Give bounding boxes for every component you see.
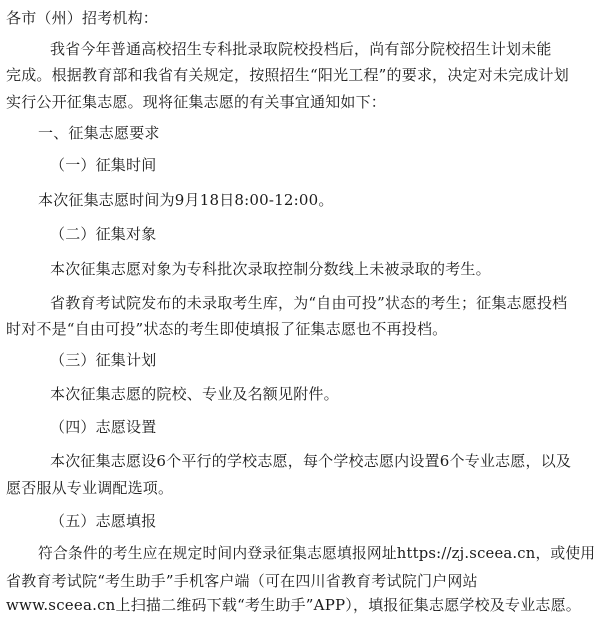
paragraph-line: 本次征集志愿对象为专科批次录取控制分数线上未被录取的考生。	[50, 260, 491, 278]
intro-line: 我省今年普通高校招生专科批录取院校投档后，尚有部分院校招生计划未能	[50, 40, 552, 58]
intro-line: 实行公开征集志愿。现将征集志愿的有关事宜通知如下：	[6, 93, 387, 111]
paragraph-line: 符合条件的考生应在规定时间内登录征集志愿填报网址https://zj.sceea.cn，或使用	[38, 545, 596, 562]
intro-line: 完成。根据教育部和我省有关规定，按照招生“阳光工程”的要求，决定对未完成计划	[6, 66, 569, 84]
paragraph-line: 省教育考试院发布的未录取考生库，为“自由可投”状态的考生；征集志愿投档	[50, 294, 568, 312]
salutation: 各市（州）招考机构：	[6, 9, 159, 27]
subsection-heading-target: （二）征集对象	[50, 225, 157, 243]
paragraph-line: 本次征集志愿设6个平行的学校志愿，每个学校志愿内设置6个专业志愿，以及	[50, 452, 572, 470]
paragraph-line: 愿否服从专业调配选项。	[6, 479, 174, 497]
subsection-heading-setting: （四）志愿设置	[50, 418, 157, 436]
section-title: 一、征集志愿要求	[38, 124, 160, 142]
paragraph-line: 省教育考试院“考生助手”手机客户端（可在四川省教育考试院门户网站	[6, 572, 478, 590]
paragraph-line: 时对不是“自由可投”状态的考生即使填报了征集志愿也不再投档。	[6, 320, 448, 338]
subsection-heading-filing: （五）志愿填报	[50, 512, 157, 530]
subsection-heading-time: （一）征集时间	[50, 156, 157, 174]
paragraph-line: 本次征集志愿时间为9月18日8:00-12:00。	[38, 191, 334, 209]
paragraph-line: www.sceea.cn上扫描二维码下载“考生助手”APP），填报征集志愿学校及专业志愿。	[6, 596, 581, 614]
paragraph-line: 本次征集志愿的院校、专业及名额见附件。	[50, 385, 339, 403]
subsection-heading-plan: （三）征集计划	[50, 351, 157, 369]
